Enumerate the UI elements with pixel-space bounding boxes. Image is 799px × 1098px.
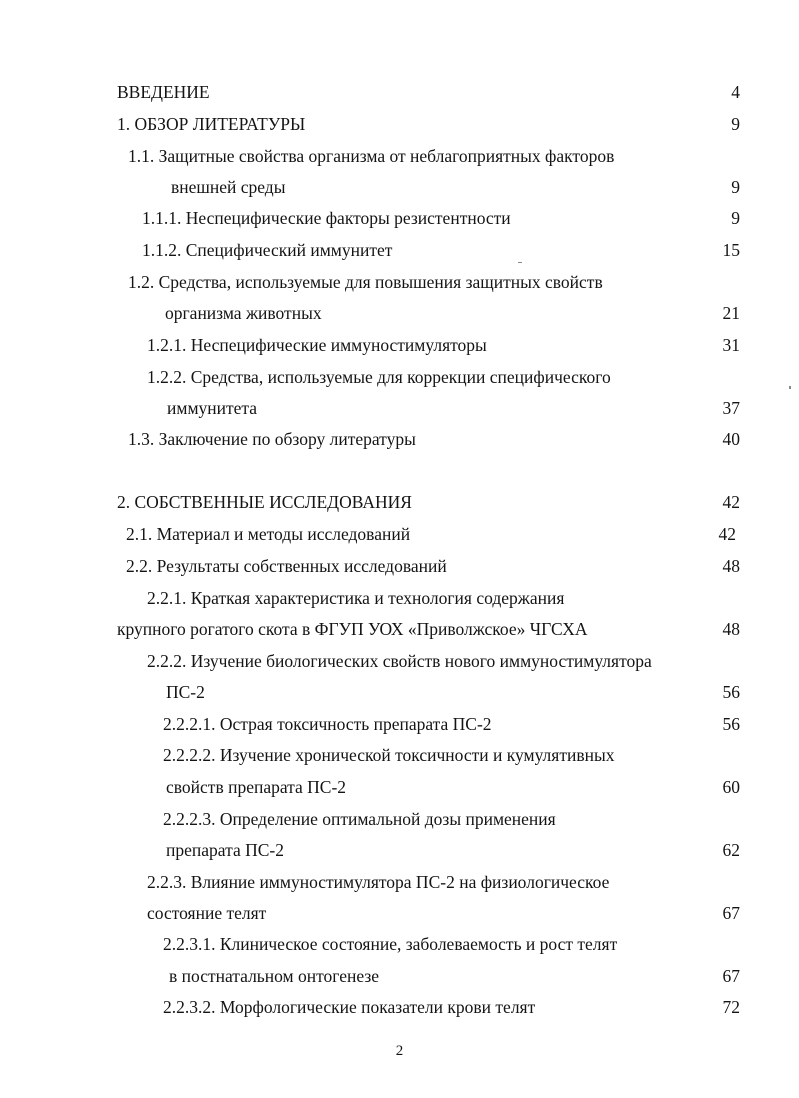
toc-line (166, 839, 740, 861)
toc-label: 2.2.2.2. Изучение хронической токсичности и кумулятивных (163, 745, 615, 765)
toc-label: организма животных (165, 303, 322, 323)
toc-line (147, 334, 740, 356)
toc-label: 1.1.2. Специфический иммунитет (142, 240, 393, 260)
page-number: 2 (395, 1043, 404, 1059)
toc-page-number: 9 (731, 208, 740, 228)
toc-page-number: 48 (722, 619, 740, 639)
toc-page-number: 4 (731, 82, 740, 102)
toc-line (163, 996, 740, 1018)
toc-line (163, 744, 740, 766)
toc-label: 1.2.2. Средства, используемые для коррекции специфического (147, 367, 611, 387)
toc-line (117, 618, 740, 640)
toc-page-number: 72 (722, 997, 740, 1017)
toc-label: крупного рогатого скота в ФГУП УОХ «Приволжское» ЧГСХА (117, 619, 588, 639)
toc-line (163, 933, 740, 955)
toc-label: 1.3. Заключение по обзору литературы (128, 429, 416, 449)
toc-line (166, 776, 740, 798)
toc-page-number: 42 (722, 492, 740, 512)
toc-line (142, 207, 740, 229)
toc-page-number: 62 (722, 840, 740, 860)
toc-line (163, 808, 740, 830)
toc-label: 1. ОБЗОР ЛИТЕРАТУРЫ (117, 114, 306, 134)
toc-page-number: 42 (718, 524, 736, 544)
toc-line (117, 81, 740, 103)
toc-label: 2.2.3.2. Морфологические показатели крови телят (163, 997, 536, 1017)
toc-label: в постнатальном онтогенезе (169, 966, 380, 986)
toc-line (163, 713, 740, 735)
toc-line (147, 902, 740, 924)
toc-line (165, 302, 740, 324)
toc-line (171, 176, 740, 198)
toc-label: 2.2.1. Краткая характеристика и технология содержания (147, 588, 565, 608)
toc-label: 1.2.1. Неспецифические иммуностимуляторы (147, 335, 487, 355)
toc-label: 1.2. Средства, используемые для повышения защитных свойств (128, 272, 603, 292)
toc-label: 2.2. Результаты собственных исследований (126, 556, 447, 576)
toc-label: 2.2.2.1. Острая токсичность препарата ПС-2 (163, 714, 492, 734)
toc-page-number: 15 (722, 240, 740, 260)
toc-line (147, 871, 740, 893)
toc-line (147, 587, 740, 609)
toc-page-number: 56 (722, 714, 740, 734)
scan-speck (789, 386, 791, 389)
toc-label: 2.2.3.1. Клиническое состояние, заболеваемость и рост телят (163, 934, 618, 954)
toc-label: 1.1. Защитные свойства организма от неблагоприятных факторов (128, 146, 615, 166)
toc-line (128, 145, 740, 167)
toc-page-number: 48 (722, 556, 740, 576)
toc-label: состояние телят (147, 903, 267, 923)
toc-label: внешней среды (171, 177, 286, 197)
toc-label: иммунитета (167, 398, 258, 418)
toc-label: 1.1.1. Неспецифические факторы резистентности (142, 208, 511, 228)
toc-line (142, 239, 740, 261)
toc-label: ВВЕДЕНИЕ (117, 82, 210, 102)
toc-line (128, 428, 740, 450)
toc-page-number: 40 (722, 429, 740, 449)
toc-line (147, 650, 740, 672)
toc-page-number: 56 (722, 682, 740, 702)
toc-line (117, 113, 740, 135)
scan-speck (518, 262, 522, 263)
toc-page-number: 37 (722, 398, 740, 418)
toc-page-number: 67 (722, 966, 740, 986)
toc-line (167, 397, 740, 419)
toc-line (166, 681, 740, 703)
toc-label: 2.2.2. Изучение биологических свойств нового иммуностимулятора (147, 651, 652, 671)
toc-page-number: 31 (722, 335, 740, 355)
toc-page-number: 67 (722, 903, 740, 923)
toc-label: 2. СОБСТВЕННЫЕ ИССЛЕДОВАНИЯ (117, 492, 412, 512)
toc-line (147, 366, 740, 388)
toc-label: 2.2.3. Влияние иммуностимулятора ПС-2 на физиологическое (147, 872, 610, 892)
toc-label: 2.2.2.3. Определение оптимальной дозы применения (163, 809, 556, 829)
toc-page-number: 9 (731, 114, 740, 134)
toc-label: ПС-2 (166, 682, 205, 702)
toc-label: свойств препарата ПС-2 (166, 777, 347, 797)
toc-line (126, 555, 740, 577)
toc-label: 2.1. Материал и методы исследований (126, 524, 411, 544)
toc-page-number: 21 (722, 303, 740, 323)
toc-line (169, 965, 740, 987)
toc-page-number: 60 (722, 777, 740, 797)
toc-label: препарата ПС-2 (166, 840, 284, 860)
toc-line (128, 271, 740, 293)
toc-line (126, 523, 736, 545)
toc-line (117, 491, 740, 513)
toc-page-number: 9 (731, 177, 740, 197)
